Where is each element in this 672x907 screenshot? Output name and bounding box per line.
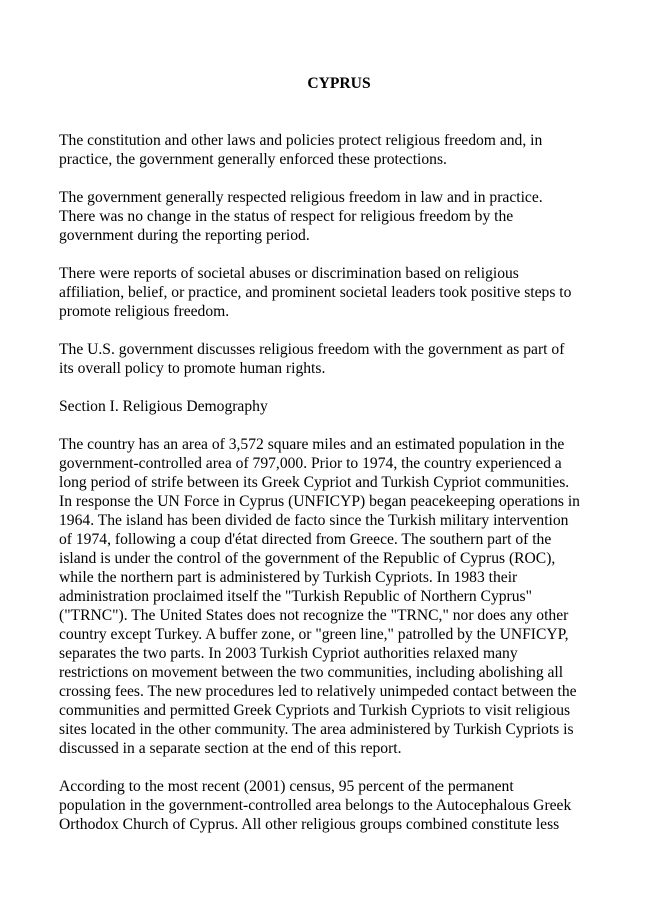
- text-line: government during the reporting period.: [59, 227, 310, 244]
- text-line: According to the most recent (2001) census, 95 percent of the permanent: [59, 778, 514, 795]
- paragraph-us-policy: [59, 340, 619, 378]
- text-line: while the northern part is administered by Turkish Cypriots. In 1983 their: [59, 569, 518, 586]
- text-line: communities and permitted Greek Cypriots and Turkish Cypriots to visit religious: [59, 702, 571, 719]
- paragraph-census: [59, 777, 619, 834]
- text-line: crossing fees. The new procedures led to relatively unimpeded contact between the: [59, 683, 577, 700]
- section-heading-religious-demography: [59, 397, 619, 416]
- document-title: CYPRUS: [307, 75, 371, 92]
- text-line: The constitution and other laws and policies protect religious freedom and, in: [59, 132, 543, 149]
- text-line: country except Turkey. A buffer zone, or "green line," patrolled by the UNFICYP,: [59, 626, 569, 643]
- text-line: long period of strife between its Greek Cypriot and Turkish Cypriot communities.: [59, 474, 570, 491]
- text-line: its overall policy to promote human rights.: [59, 360, 326, 377]
- text-line: The country has an area of 3,572 square miles and an estimated population in the: [59, 436, 565, 453]
- paragraph-societal-abuses: [59, 264, 619, 321]
- text-line: administration proclaimed itself the "Turkish Republic of Northern Cyprus": [59, 588, 532, 605]
- text-line: discussed in a separate section at the end of this report.: [59, 740, 402, 757]
- text-line: population in the government-controlled area belongs to the Autocephalous Greek: [59, 797, 572, 814]
- text-line: of 1974, following a coup d'état directed from Greece. The southern part of the: [59, 531, 552, 548]
- paragraph-intro-constitution: [59, 131, 619, 169]
- text-line: The U.S. government discusses religious freedom with the government as part of: [59, 341, 565, 358]
- text-line: There were reports of societal abuses or discrimination based on religious: [59, 265, 519, 282]
- text-line: ("TRNC"). The United States does not recognize the "TRNC," nor does any other: [59, 607, 569, 624]
- text-line: island is under the control of the government of the Republic of Cyprus (ROC),: [59, 550, 556, 567]
- text-line: Orthodox Church of Cyprus. All other religious groups combined constitute less: [59, 816, 560, 833]
- text-line: practice, the government generally enforced these protections.: [59, 151, 447, 168]
- text-line: separates the two parts. In 2003 Turkish Cypriot authorities relaxed many: [59, 645, 518, 662]
- text-line: restrictions on movement between the two communities, including abolishing all: [59, 664, 564, 681]
- text-line: In response the UN Force in Cyprus (UNFICYP) began peacekeeping operations in: [59, 493, 580, 510]
- paragraph-government-respect: [59, 188, 619, 245]
- text-line: promote religious freedom.: [59, 303, 230, 320]
- paragraph-country-history: [59, 435, 619, 758]
- text-line: affiliation, belief, or practice, and prominent societal leaders took positive steps to: [59, 284, 572, 301]
- text-line: There was no change in the status of respect for religious freedom by the: [59, 208, 514, 225]
- text-line: government-controlled area of 797,000. Prior to 1974, the country experienced a: [59, 455, 562, 472]
- document-page: [59, 74, 619, 853]
- text-line: sites located in the other community. The area administered by Turkish Cypriots is: [59, 721, 574, 738]
- section-heading-text: Section I. Religious Demography: [59, 398, 268, 415]
- text-line: The government generally respected religious freedom in law and in practice.: [59, 189, 543, 206]
- text-line: 1964. The island has been divided de facto since the Turkish military intervention: [59, 512, 569, 529]
